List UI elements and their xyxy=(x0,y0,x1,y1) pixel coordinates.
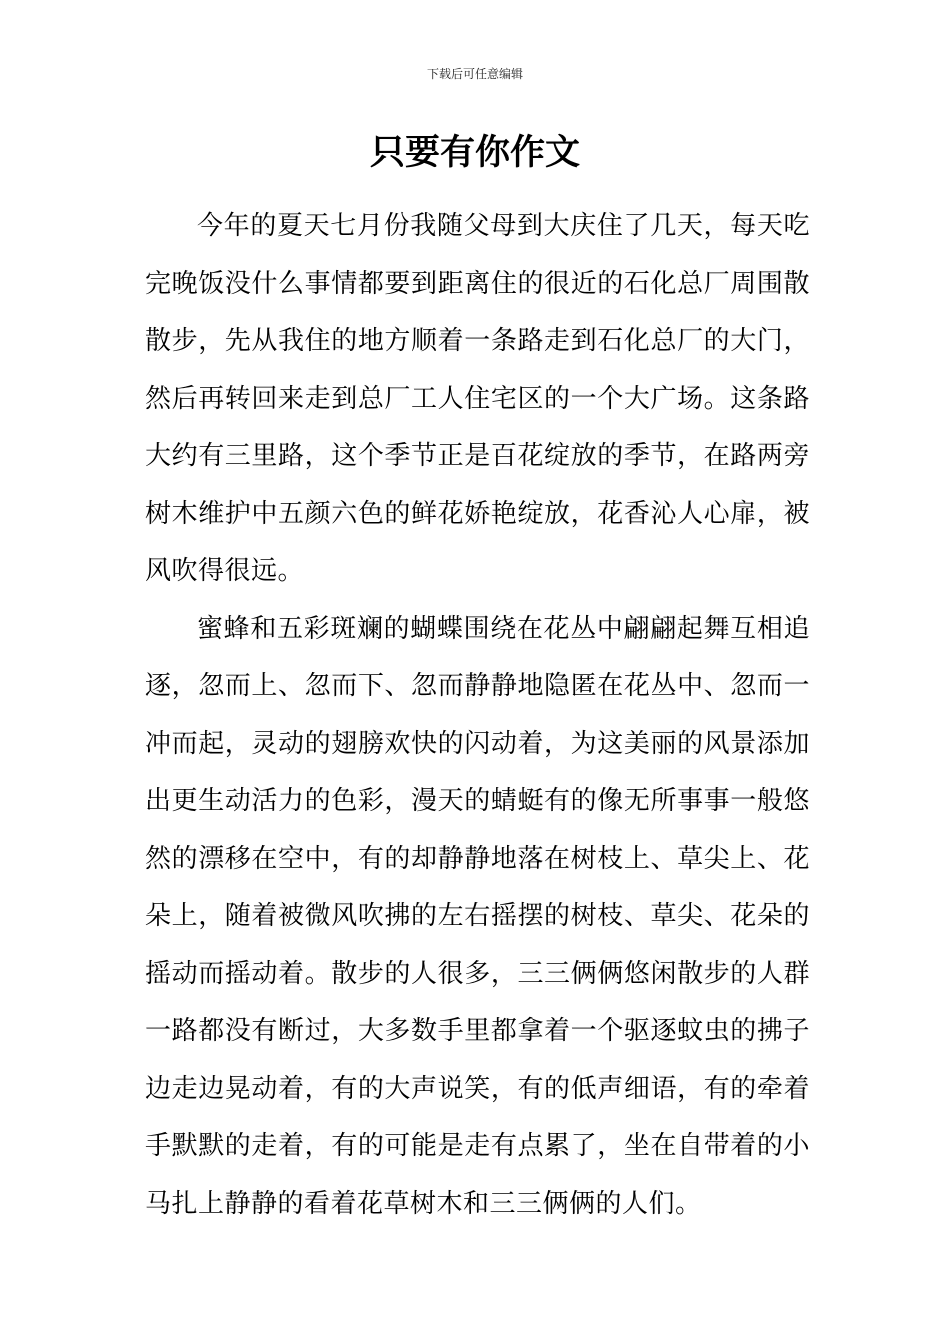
document-body xyxy=(145,198,810,1233)
paragraph-1: 今年的夏天七月份我随父母到大庆住了几天，每天吃完晚饭没什么事情都要到距离住的很近的石化总厂周围散散步，先从我住的地方顺着一条路走到石化总厂的大门，然后再转回来走到总厂工人住宅区的一个大广场。这条路大约有三里路，这个季节正是百花绽放的季节，在路两旁树木维护中五颜六色的鲜花娇艳绽放，花香沁人心扉，被风吹得很远。 xyxy=(145,211,810,586)
paragraph-2: 蜜蜂和五彩斑斓的蝴蝶围绕在花丛中翩翩起舞互相追逐，忽而上、忽而下、忽而静静地隐匿在花丛中、忽而一冲而起，灵动的翅膀欢快的闪动着，为这美丽的风景添加出更生动活力的色彩，漫天的蜻蜓有的像无所事事一般悠然的漂移在空中，有的却静静地落在树枝上、草尖上、花朵上，随着被微风吹拂的左右摇摆的树枝、草尖、花朵的摇动而摇动着。散步的人很多，三三俩俩悠闲散步的人群一路都没有断过，大多数手里都拿着一个驱逐蚊虫的拂子边走边晃动着，有的大声说笑，有的低声细语，有的牵着手默默的走着，有的可能是走有点累了，坐在自带着的小马扎上静静的看着花草树木和三三俩俩的人们。 xyxy=(145,613,810,1219)
page-header-note: 下载后可任意编辑 xyxy=(426,67,523,81)
document-title: 只要有你作文 xyxy=(369,133,580,173)
